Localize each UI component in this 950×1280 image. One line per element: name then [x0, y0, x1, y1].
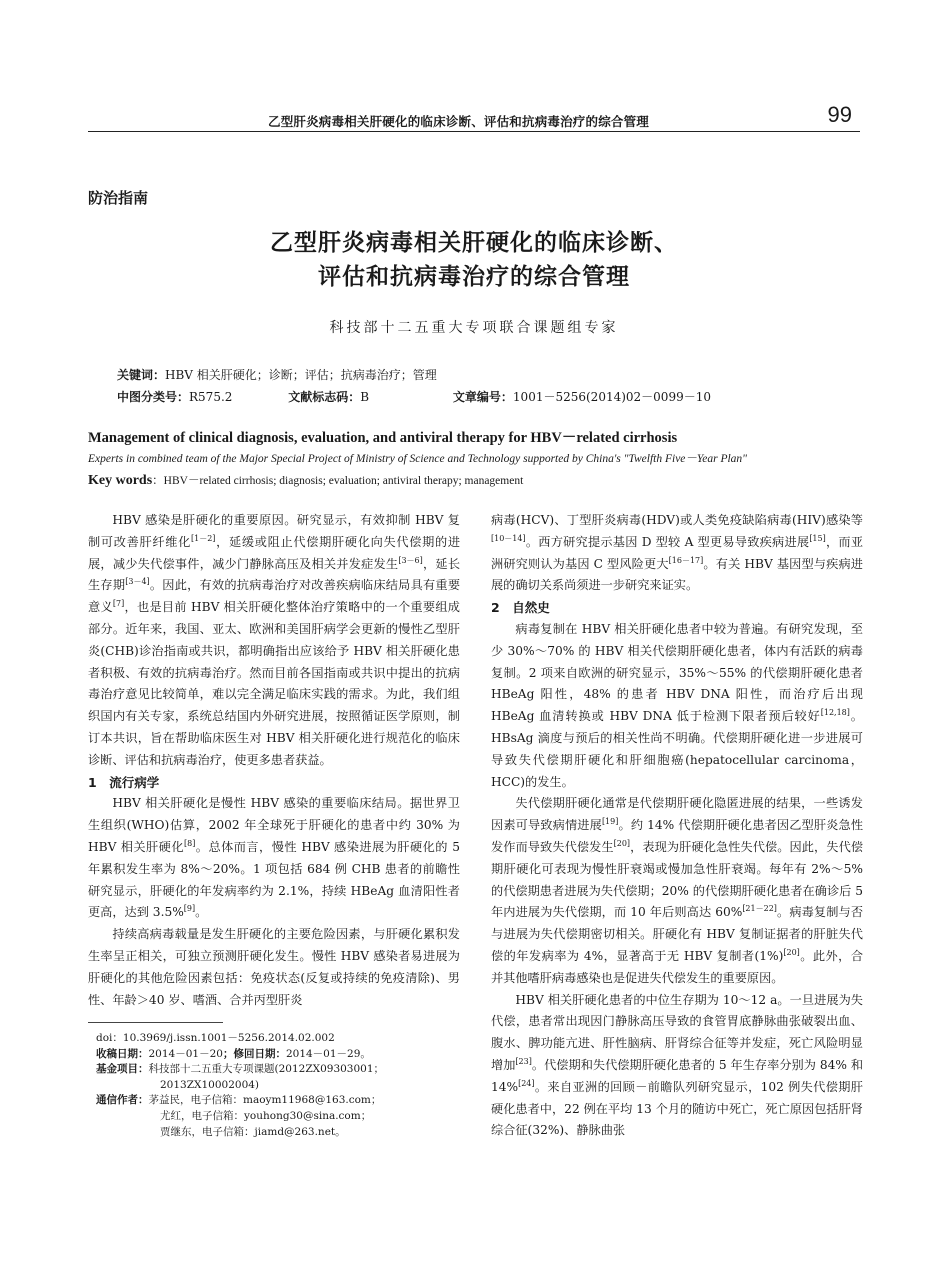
corresponding-author-3: 贾继东，电子信箱：jiamd@263.net。 — [160, 1125, 346, 1138]
citation: [8] — [183, 838, 196, 848]
corresponding-author-line: 通信作者：茅益民，电子信箱：maoym11968@163.com； — [96, 1094, 382, 1107]
corresponding-author-2: 尤红，电子信箱：youhong30@sina.com； — [160, 1109, 372, 1122]
epidemiology-paragraph-2: 持续高病毒载量是发生肝硬化的主要危险因素，与肝硬化累积发生率呈正相关，可独立预测肝硬化发生。慢性 HBV 感染者易进展为肝硬化的其他危险因素包括：免疫状态(反复或持续的免疫清除)、男性、年龄＞40 岁、嗜酒、合并丙型肝炎 — [88, 927, 460, 1007]
continued-paragraph: 病毒(HCV)、丁型肝炎病毒(HDV)或人类免疫缺陷病毒(HIV)感染等[10－14]。西方研究提示基因 D 型较 A 型更易导致疾病进展[15]，而亚洲研究则认为基因 C 型风险更大[16－17]。有关 HBV 基因型与疾病进展的确切关系尚须进一步研究来证实。 — [491, 513, 864, 593]
authors: 科技部十二五重大专项联合课题组专家 — [329, 320, 619, 336]
citation: [20] — [613, 838, 631, 848]
section-label: 防治指南 — [88, 189, 149, 207]
citation: [21－22] — [742, 904, 777, 914]
keywords: HBV 相关肝硬化；诊断；评估；抗病毒治疗；管理 — [165, 368, 437, 382]
natural-history-paragraph-1: 病毒复制在 HBV 相关肝硬化患者中较为普遍。有研究发现，至少 30%～70% 的 HBV 相关代偿期肝硬化患者，体内有活跃的病毒复制。2 项来自欧洲的研究显示，35%～55% 的代偿期肝硬化患者 HBeAg 阳性，48% 的患者 HBV DNA 阳性，而治疗后出现 HBeAg 血清转换或 HBV DNA 低于检测下限者预后较好[12,18]。HBsAg 滴度与预后的相关性尚不明确。代偿期肝硬化进一步进展可导致失代偿期肝硬化和肝细胞癌(hepatocellular carcinoma，HCC)的发生。 — [491, 621, 863, 789]
doc-code: B — [360, 390, 370, 404]
keywords-line — [117, 366, 437, 383]
doc-code-label: 文献标志码： — [288, 390, 361, 404]
dates-line: 收稿日期：2014－01－20；修回日期：2014－01－29。 — [96, 1047, 371, 1060]
english-keywords-text: HBV－related cirrhosis; diagnosis; evaluation; antiviral therapy; management — [163, 475, 524, 487]
citation: [7] — [112, 599, 125, 609]
natural-history-paragraph-2: 失代偿期肝硬化通常是代偿期肝硬化隐匿进展的结果，一些诱发因素可导致病情进展[19]。约 14% 代偿期肝硬化患者因乙型肝炎急性发作而导致失代偿发生[20]，表现为肝硬化急性失代偿。因此，失代偿期肝硬化可表现为慢性肝衰竭或慢加急性肝衰竭。每年有 2%～5% 的代偿期患者进展为失代偿期；20% 的代偿期肝硬化患者在确诊后 5 年内进展为失代偿期，而 10 年后则高达 60%[21－22]。病毒复制与否与进展为失代偿期密切相关。肝硬化有 HBV 复制证据者的肝脏失代偿的年发病率为 4%，显著高于无 HBV 复制者(1%)[20]。此外，合并其他嗜肝病毒感染也是促进失代偿发生的重要原因。 — [491, 796, 864, 985]
section-heading-natural-history: 2 自然史 — [491, 600, 550, 616]
intro-paragraph: HBV 感染是肝硬化的重要原因。研究显示，有效抑制 HBV 复制可改善肝纤维化[1－2]，延缓或阻止代偿期肝硬化向失代偿期的进展，减少失代偿事件，减少门静脉高压及相关并发症发生[3－6]，延长生存期[3－4]。因此，有效的抗病毒治疗对改善疾病临床结局具有重要意义[7]，也是目前 HBV 相关肝硬化整体治疗策略中的一个重要组成部分。近年来，我国、亚太、欧洲和美国肝病学会更新的慢性乙型肝炎(CHB)诊治指南或共识，都明确指出应该给予 HBV 相关肝硬化患者积极、有效的抗病毒治疗。然而目前各国指南或共识中提出的抗病毒治疗意见比较简单，难以完全满足临床实践的需求。为此，我们组织国内有关专家，系统总结国内外研究进展，按照循证医学原则，制订本共识，旨在帮助临床医生对 HBV 相关肝硬化进行规范化的临床诊断、评估和抗病毒治疗，使更多患者获益。 — [88, 513, 461, 767]
right-column — [491, 510, 863, 1142]
classification-line — [117, 388, 711, 405]
page-number: 99 — [827, 102, 852, 127]
citation: [19] — [601, 817, 619, 827]
running-header — [88, 100, 860, 132]
english-keywords: Key words：HBV－related cirrhosis; diagnosis; evaluation; antiviral therapy; management — [88, 473, 524, 488]
epidemiology-paragraph-1: HBV 相关肝硬化是慢性 HBV 感染的重要临床结局。据世界卫生组织(WHO)估算，2002 年全球死于肝硬化的患者中约 30% 为 HBV 相关肝硬化[8]。总体而言，慢性 HBV 感染进展为肝硬化的 5 年累积发生率为 8%～20%。1 项包括 684 例 CHB 患者的前瞻性研究显示，肝硬化的年发病率约为 2.1%，持续 HBeAg 血清阳性者更高，达到 3.5%[9]。 — [88, 796, 460, 920]
citation: [16－17] — [668, 555, 704, 565]
running-title: 乙型肝炎病毒相关肝硬化的临床诊断、评估和抗病毒治疗的综合管理 — [268, 114, 650, 129]
citation: [15] — [809, 533, 826, 543]
footnotes — [96, 1031, 466, 1140]
natural-history-paragraph-3: HBV 相关肝硬化患者的中位生存期为 10～12 a。一旦进展为失代偿，患者常出现因门静脉高压导致的食管胃底静脉曲张破裂出血、腹水、脾功能亢进、肝性脑病、肝肾综合征等并发症，死亡风险明显增加[23]。代偿期和失代偿期肝硬化患者的 5 年生存率分别为 84% 和 14%[24]。来自亚洲的回顾－前瞻队列研究显示，102 例失代偿期肝硬化患者中，22 例在平均 13 个月的随访中死亡，死亡原因包括肝肾综合征(32%)、静脉曲张 — [491, 992, 864, 1138]
section-heading-epidemiology: 1 流行病学 — [88, 774, 160, 790]
article-no-label: 文章编号： — [452, 390, 513, 404]
clc-number: R575.2 — [189, 390, 233, 404]
citation: [1－2] — [191, 533, 216, 543]
article-title-line-2: 评估和抗病毒治疗的综合管理 — [318, 264, 630, 290]
english-authors: Experts in combined team of the Major Special Project of Ministry of Science and Technology supported by China's "Twelfth Five－Year Plan" — [88, 453, 748, 465]
citation: [10－14] — [491, 533, 526, 543]
citation: [23] — [515, 1056, 532, 1066]
citation: [3－4] — [125, 577, 150, 587]
citation: [12,18] — [820, 708, 850, 718]
clc-label: 中图分类号： — [117, 390, 190, 404]
fund-line: 基金项目：科技部十二五重大专项课题(2012ZX09303001； — [96, 1063, 385, 1076]
footnote-divider — [88, 1022, 223, 1023]
article-title-line-1: 乙型肝炎病毒相关肝硬化的临床诊断、 — [270, 230, 678, 256]
doi: doi：10.3969/j.issn.1001－5256.2014.02.002 — [96, 1032, 335, 1044]
fund-line-2: 2013ZX10002004) — [160, 1078, 260, 1091]
left-column — [88, 510, 460, 1011]
keywords-label: 关键词： — [117, 368, 166, 382]
citation: [24] — [518, 1078, 535, 1088]
english-keywords-label: Key words — [88, 473, 153, 488]
citation: [3－6] — [398, 555, 423, 565]
english-title: Management of clinical diagnosis, evaluation, and antiviral therapy for HBV－related cirrhosis — [88, 430, 678, 446]
article-number: 1001－5256(2014)02－0099－10 — [512, 390, 711, 404]
citation: [20] — [783, 947, 800, 957]
citation: [9] — [183, 904, 196, 914]
